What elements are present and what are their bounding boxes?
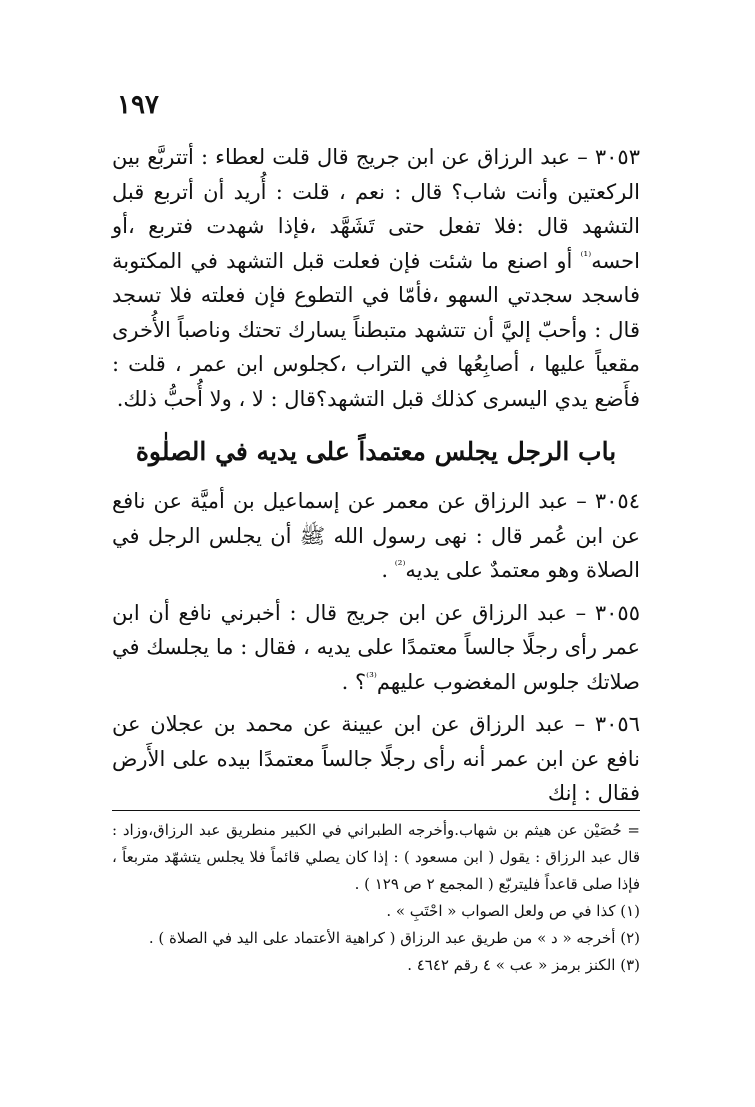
footnote-3: (٣) الكنز برمز « عب » ٤ رقم ٤٦٤٢ .: [407, 956, 640, 974]
paragraph-3053-part2: أو اصنع ما شئت فإن فعلت قبل التشهد في المكتوبة فاسجد سجدتي السهو ،فأمّا في التطوع فإن فعلته فلا تسجد قال : وأحبّ إليَّ أن تتشهد متبطناً يسارك تحتك وناصباً الأُخرى مقعياً عليها ، أصابِعُها في التراب ،كجلوس ابن عمر ، قلت : فأَضع يدي اليسرى كذلك قبل التشهد؟قال : لا ، ولا أُحبُّ ذلك.: [112, 248, 640, 411]
main-text: [112, 140, 640, 811]
footnote-1: (١) كذا في ص ولعل الصواب « احْتَبِ » .: [386, 902, 640, 920]
page-number: ١٩٧: [117, 90, 159, 120]
footnote-ref-3[interactable]: ⁽³⁾: [366, 669, 377, 684]
paragraph-3055-text: ٣٠٥٥ – عبد الرزاق عن ابن جريج قال : أخبرني نافع أن ابن عمر رأى رجلًا جالساً معتمدًا على يديه ، فقال : ما يجلسك في صلاتك جلوس المغضوب عليهم: [112, 600, 640, 694]
paragraph-3055: [112, 596, 640, 700]
footnote-ref-1[interactable]: ⁽¹⁾: [580, 248, 592, 263]
paragraph-3054-end: .: [381, 558, 395, 582]
paragraph-3056: ٣٠٥٦ – عبد الرزاق عن ابن عيينة عن محمد بن عجلان عن نافع عن ابن عمر أنه رأى رجلًا جالساً معتمدًا بيده على الأَرض فقال : إنك: [112, 712, 640, 805]
chapter-heading: باب الرجل يجلس معتمداً على يديه في الصلٰوة: [135, 437, 617, 466]
paragraph-3055-end: ؟ .: [341, 669, 367, 694]
paragraph-3053: [112, 140, 640, 416]
footnote-2: (٢) أخرجه « د » من طريق عبد الرزاق ( كراهية الأعتماد على اليد في الصلاة ) .: [148, 929, 640, 947]
footnotes: [112, 810, 640, 979]
paragraph-3054-text: ٣٠٥٤ – عبد الرزاق عن معمر عن إسماعيل بن أميَّة عن نافع عن ابن عُمر قال : نهى رسول الله ﷺ أن يجلس الرجل في الصلاة وهو معتمدٌ على يديه: [112, 489, 640, 582]
paragraph-3054: [112, 484, 640, 588]
footnote-ref-2[interactable]: ⁽²⁾: [394, 558, 406, 572]
paragraph-3053-part1: ٣٠٥٣ – عبد الرزاق عن ابن جريج قال قلت لعطاء : أتتربَّع بين الركعتين وأنت شاب؟ قال : نعم ، قلت : أُريد أن أتربع قبل التشهد قال :فلا تفعل حتى تَشَهَّد ،فإذا شهدت فتربع ،أو احسه: [112, 145, 640, 273]
footnote-continuation: = حُصَيْن عن هيثم بن شهاب.وأخرجه الطبراني في الكبير منطريق عبد الرزاق،وزاد : قال عبد الرزاق : يقول ( ابن مسعود ) : إذا كان يصلي قائماً فلا يجلس يتشهّد متربعاً ، فإذا صلى قاعداً فليتربّع ( المجمع ٢ ص ١٢٩ ) .: [112, 821, 640, 893]
